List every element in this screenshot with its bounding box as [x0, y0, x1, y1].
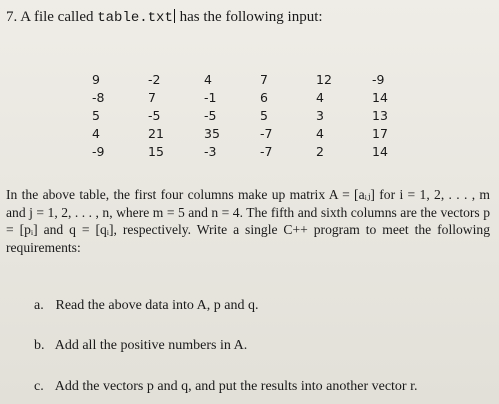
input-data-table [92, 70, 427, 160]
table-cell: 7 [260, 71, 268, 87]
table-cell: 3 [316, 107, 324, 123]
requirement-label: b. [34, 338, 45, 353]
table-cell: 7 [148, 89, 156, 105]
table-cell: -5 [148, 107, 161, 123]
table-cell: 17 [372, 125, 388, 141]
requirement-c [34, 378, 484, 395]
table-cell: 4 [316, 89, 324, 105]
requirement-label: c. [34, 379, 44, 394]
table-cell: 15 [148, 143, 164, 159]
table-cell: 13 [372, 107, 388, 123]
table-cell: 5 [260, 107, 268, 123]
table-cell: -7 [260, 143, 273, 159]
requirement-text: Add the vectors p and q, and put the results into another vector r. [54, 379, 418, 394]
table-cell: 14 [372, 143, 388, 159]
table-cell: 21 [148, 125, 164, 141]
table-cell: 6 [260, 89, 268, 105]
table-row [92, 106, 427, 124]
table-cell: 4 [316, 125, 324, 141]
table-row [92, 88, 427, 106]
table-row [92, 70, 427, 88]
table-cell: -9 [92, 143, 105, 159]
table-row [92, 124, 427, 142]
text-cursor [174, 9, 175, 23]
table-cell: 12 [316, 71, 332, 87]
table-cell: -9 [372, 71, 385, 87]
table-cell: -3 [204, 143, 217, 159]
table-cell: 9 [92, 71, 100, 87]
requirement-text: Add all the positive numbers in A. [54, 338, 248, 353]
table-cell: 35 [204, 125, 220, 141]
table-cell: 2 [316, 143, 324, 159]
table-cell: 4 [204, 71, 212, 87]
table-cell: -8 [92, 89, 105, 105]
table-cell: 4 [92, 125, 100, 141]
table-cell: -7 [260, 125, 273, 141]
question-post-text: has the following input: [179, 9, 323, 25]
table-cell: -2 [148, 71, 161, 87]
table-cell: 14 [372, 89, 388, 105]
question-pre-text: A file called [20, 9, 94, 25]
filename: table.txt [97, 10, 173, 26]
requirement-text: Read the above data into A, p and q. [55, 298, 259, 313]
requirement-a [34, 297, 484, 314]
table-cell: -5 [204, 107, 217, 123]
question-heading [6, 8, 486, 27]
question-number: 7. [6, 9, 18, 25]
table-row [92, 142, 427, 160]
requirement-b [34, 337, 484, 354]
table-cell: 5 [92, 107, 100, 123]
requirement-label: a. [34, 298, 44, 313]
table-cell: -1 [204, 89, 217, 105]
problem-description: In the above table, the first four columns make up matrix A = [aᵢⱼ] for i = 1, 2, . . . , m and j = 1, 2, . . . , n, where m = 5 and n = 4. The fifth and sixth columns are the vectors p = [pᵢ] and q = [qᵢ], respectively. Write a single C++ program to meet the following requirements: [6, 187, 490, 255]
